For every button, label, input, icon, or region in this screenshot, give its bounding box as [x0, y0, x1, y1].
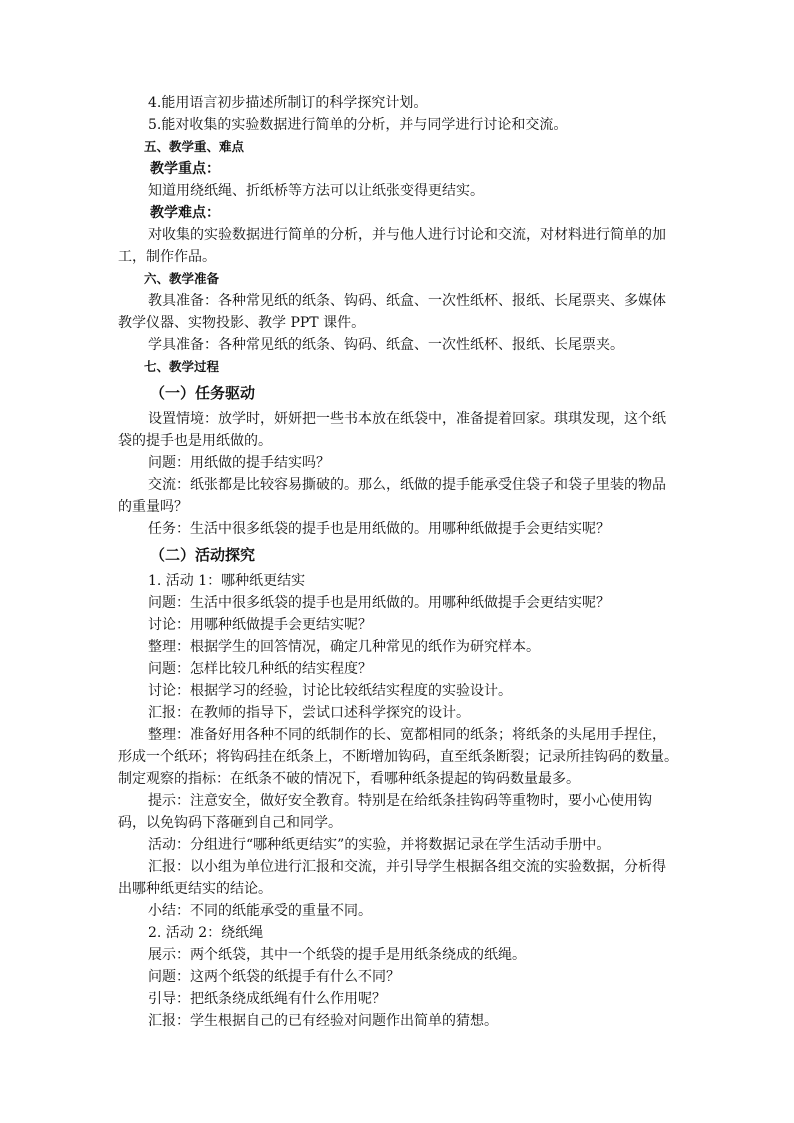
part-2-paragraph: 小结：不同的纸能承受的重量不同。 — [148, 903, 372, 919]
section-5-heading: 五、教学重、难点 — [144, 139, 245, 154]
part-2-heading: （二）活动探究 — [150, 546, 256, 564]
difficult-points-text: 对收集的实验数据进行简单的分析，并与他人进行讨论和交流，对材料进行简单的加工，制作作品。 — [118, 227, 666, 265]
part-1-paragraph: 交流：纸张都是比较容易撕破的。那么，纸做的提手能承受住袋子和袋子里装的物品的重量吗？ — [118, 477, 666, 515]
section-6-heading: 六、教学准备 — [144, 271, 220, 286]
part-2-paragraph: 汇报：在教师的指导下，尝试口述科学探究的设计。 — [148, 705, 470, 721]
section-7-heading: 七、教学过程 — [144, 359, 220, 374]
part-2-paragraph: 汇报：以小组为单位进行汇报和交流，并引导学生根据各组交流的实验数据，分析得出哪种纸更结实的结论。 — [118, 859, 666, 897]
difficult-points-heading: 教学难点： — [150, 205, 220, 221]
document-page — [118, 92, 678, 1032]
objective-item-5: 5.能对收集的实验数据进行简单的分析，并与同学进行讨论和交流。 — [148, 117, 568, 133]
teacher-materials: 教具准备：各种常见纸的纸条、钩码、纸盒、一次性纸杯、报纸、长尾票夹、多媒体教学仪器、实物投影、教学 PPT 课件。 — [118, 293, 666, 331]
key-points-heading: 教学重点： — [150, 161, 220, 177]
part-2-paragraph: 展示：两个纸袋，其中一个纸袋的提手是用纸条绕成的纸绳。 — [148, 947, 526, 963]
key-points-text: 知道用绕纸绳、折纸桥等方法可以让纸张变得更结实。 — [148, 183, 484, 199]
student-materials: 学具准备：各种常见纸的纸条、钩码、纸盒、一次性纸杯、报纸、长尾票夹。 — [148, 337, 624, 353]
part-1-paragraph: 任务：生活中很多纸袋的提手也是用纸做的。用哪种纸做提手会更结实呢？ — [148, 521, 610, 537]
part-2-paragraph: 汇报：学生根据自己的已有经验对问题作出简单的猜想。 — [148, 1013, 498, 1029]
part-2-paragraph: 问题：怎样比较几种纸的结实程度？ — [148, 661, 372, 677]
part-2-paragraph: 提示：注意安全，做好安全教育。特别是在给纸条挂钩码等重物时，要小心使用钩码，以免钩码下落砸到自己和同学。 — [118, 793, 652, 831]
part-2-paragraph: 引导：把纸条绕成纸绳有什么作用呢？ — [148, 991, 386, 1007]
part-1-paragraph: 设置情境：放学时，妍妍把一些书本放在纸袋中，准备提着回家。琪琪发现，这个纸袋的提手也是用纸做的。 — [118, 411, 666, 449]
part-2-paragraph: 讨论：根据学习的经验，讨论比较纸结实程度的实验设计。 — [148, 683, 512, 699]
part-2-paragraph: 讨论：用哪种纸做提手会更结实呢？ — [148, 617, 372, 633]
part-2-paragraph: 问题：生活中很多纸袋的提手也是用纸做的。用哪种纸做提手会更结实呢？ — [148, 595, 610, 611]
part-2-paragraph: 1. 活动 1：哪种纸更结实 — [148, 573, 306, 589]
part-2-paragraph: 2. 活动 2：绕纸绳 — [148, 925, 264, 941]
part-2-paragraph: 整理：准备好用各种不同的纸制作的长、宽都相同的纸条；将纸条的头尾用手捏住，形成一个纸环；将钩码挂在纸条上，不断增加钩码，直至纸条断裂；记录所挂钩码的数量。制定观察的指标：在纸条不破的情况下，看哪种纸条提起的钩码数量最多。 — [118, 727, 678, 787]
part-2-paragraph: 整理：根据学生的回答情况，确定几种常见的纸作为研究样本。 — [148, 639, 540, 655]
part-1-paragraph: 问题：用纸做的提手结实吗？ — [148, 455, 330, 471]
part-2-paragraph: 问题：这两个纸袋的纸提手有什么不同？ — [148, 969, 400, 985]
objective-item-4: 4.能用语言初步描述所制订的科学探究计划。 — [148, 95, 428, 111]
part-1-heading: （一）任务驱动 — [150, 384, 256, 402]
part-2-paragraph: 活动：分组进行“哪种纸更结实”的实验，并将数据记录在学生活动手册中。 — [148, 837, 611, 853]
